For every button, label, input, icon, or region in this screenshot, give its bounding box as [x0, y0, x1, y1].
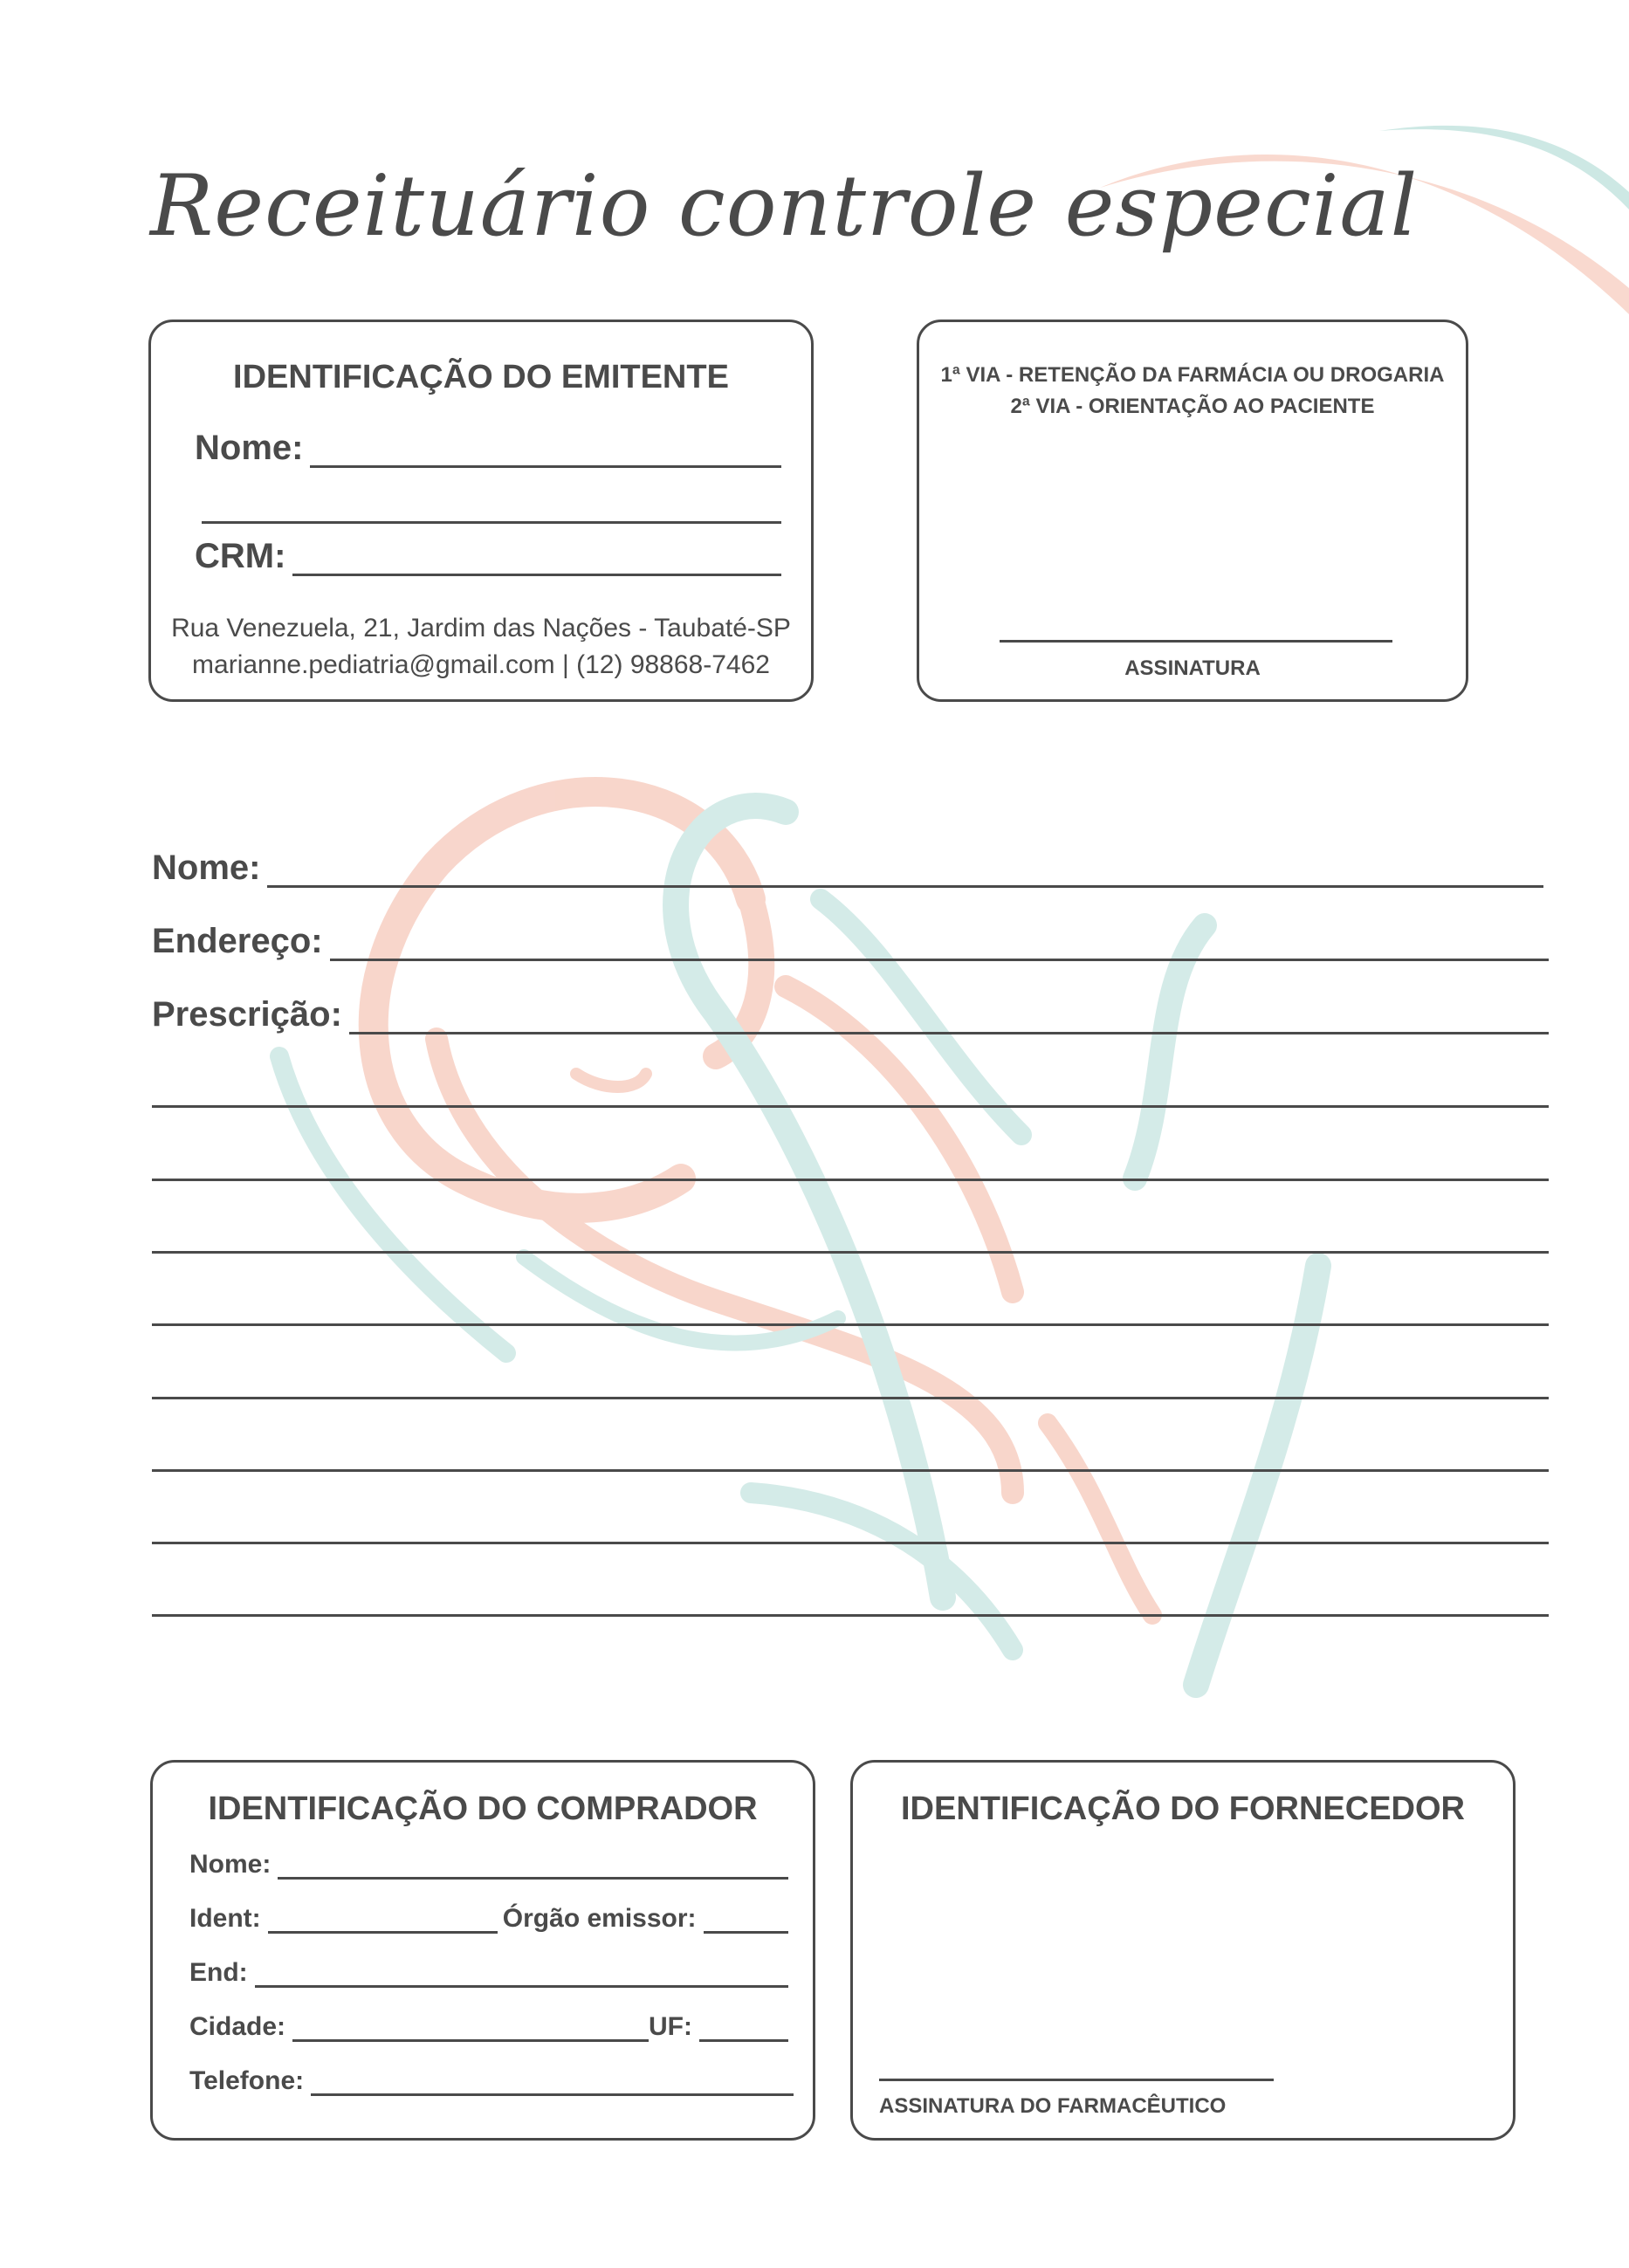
fornecedor-heading: IDENTIFICAÇÃO DO FORNECEDOR [901, 1790, 1465, 1827]
emitente-crm-label: CRM: [195, 537, 286, 575]
paciente-endereco-label: Endereço: [152, 922, 323, 960]
emitente-nome-label: Nome: [195, 429, 304, 467]
prescricao-line-9[interactable] [152, 1614, 1549, 1617]
prescricao-line-8[interactable] [152, 1542, 1549, 1544]
comprador-cidade-field[interactable] [189, 2012, 788, 2042]
paciente-nome-label: Nome: [152, 849, 261, 887]
comprador-cidade-label: Cidade: [189, 2012, 286, 2041]
comprador-cidade-line [292, 2039, 649, 2042]
prescricao-line-2[interactable] [152, 1105, 1549, 1108]
prescricao-line [349, 1032, 1549, 1034]
comprador-nome-line [278, 1877, 788, 1880]
comprador-nome-label: Nome: [189, 1850, 272, 1879]
prescricao-line-4[interactable] [152, 1251, 1549, 1254]
comprador-box [150, 1760, 815, 2141]
paciente-endereco-field[interactable] [152, 922, 1549, 961]
emitente-nome-field[interactable] [195, 429, 781, 468]
comprador-ident-line [268, 1931, 498, 1934]
emitente-nome-line [310, 465, 781, 468]
comprador-heading: IDENTIFICAÇÃO DO COMPRADOR [208, 1790, 758, 1827]
comprador-uf-label: UF: [649, 2012, 692, 2041]
comprador-telefone-line [311, 2093, 794, 2096]
prescricao-line-6[interactable] [152, 1397, 1549, 1399]
emitente-heading: IDENTIFICAÇÃO DO EMITENTE [233, 359, 729, 395]
via-1-text: 1ª VIA - RETENÇÃO DA FARMÁCIA OU DROGARIA [940, 363, 1445, 387]
comprador-ident-field[interactable] [189, 1904, 788, 1934]
emitente-crm-line [292, 574, 781, 576]
paciente-endereco-line [330, 959, 1549, 961]
prescricao-line-3[interactable] [152, 1179, 1549, 1181]
comprador-nome-field[interactable] [189, 1850, 788, 1880]
paciente-nome-field[interactable] [152, 849, 1543, 888]
signature-line [1000, 640, 1392, 643]
emitente-nome-line-2 [202, 521, 781, 524]
paciente-nome-line [267, 885, 1543, 888]
emitente-crm-field[interactable] [195, 537, 781, 576]
prescricao-line-5[interactable] [152, 1323, 1549, 1326]
comprador-uf-line [699, 2039, 788, 2042]
comprador-orgao-label: Órgão emissor: [502, 1904, 697, 1933]
emitente-address: Rua Venezuela, 21, Jardim das Nações - Taubaté-SP [171, 614, 791, 643]
comprador-telefone-field[interactable] [189, 2066, 794, 2096]
comprador-ident-label: Ident: [189, 1904, 261, 1933]
comprador-telefone-label: Telefone: [189, 2066, 305, 2095]
emitente-contact: marianne.pediatria@gmail.com | (12) 98868-7462 [192, 650, 770, 679]
fornecedor-box [850, 1760, 1516, 2141]
vias-box [917, 320, 1468, 702]
comprador-orgao-line [704, 1931, 788, 1934]
farmaceutico-signature-line [879, 2079, 1274, 2081]
prescricao-line-7[interactable] [152, 1469, 1549, 1472]
signature-label: ASSINATURA [1124, 656, 1261, 680]
comprador-end-field[interactable] [189, 1958, 788, 1988]
emitente-box [148, 320, 814, 702]
comprador-end-line [255, 1985, 788, 1988]
prescricao-label: Prescrição: [152, 995, 342, 1034]
via-2-text: 2ª VIA - ORIENTAÇÃO AO PACIENTE [1010, 395, 1375, 418]
farmaceutico-signature-label: ASSINATURA DO FARMACÊUTICO [879, 2094, 1227, 2118]
page-title: Receituário controle especial [150, 157, 1419, 255]
comprador-end-label: End: [189, 1958, 248, 1987]
prescricao-field[interactable] [152, 995, 1549, 1034]
